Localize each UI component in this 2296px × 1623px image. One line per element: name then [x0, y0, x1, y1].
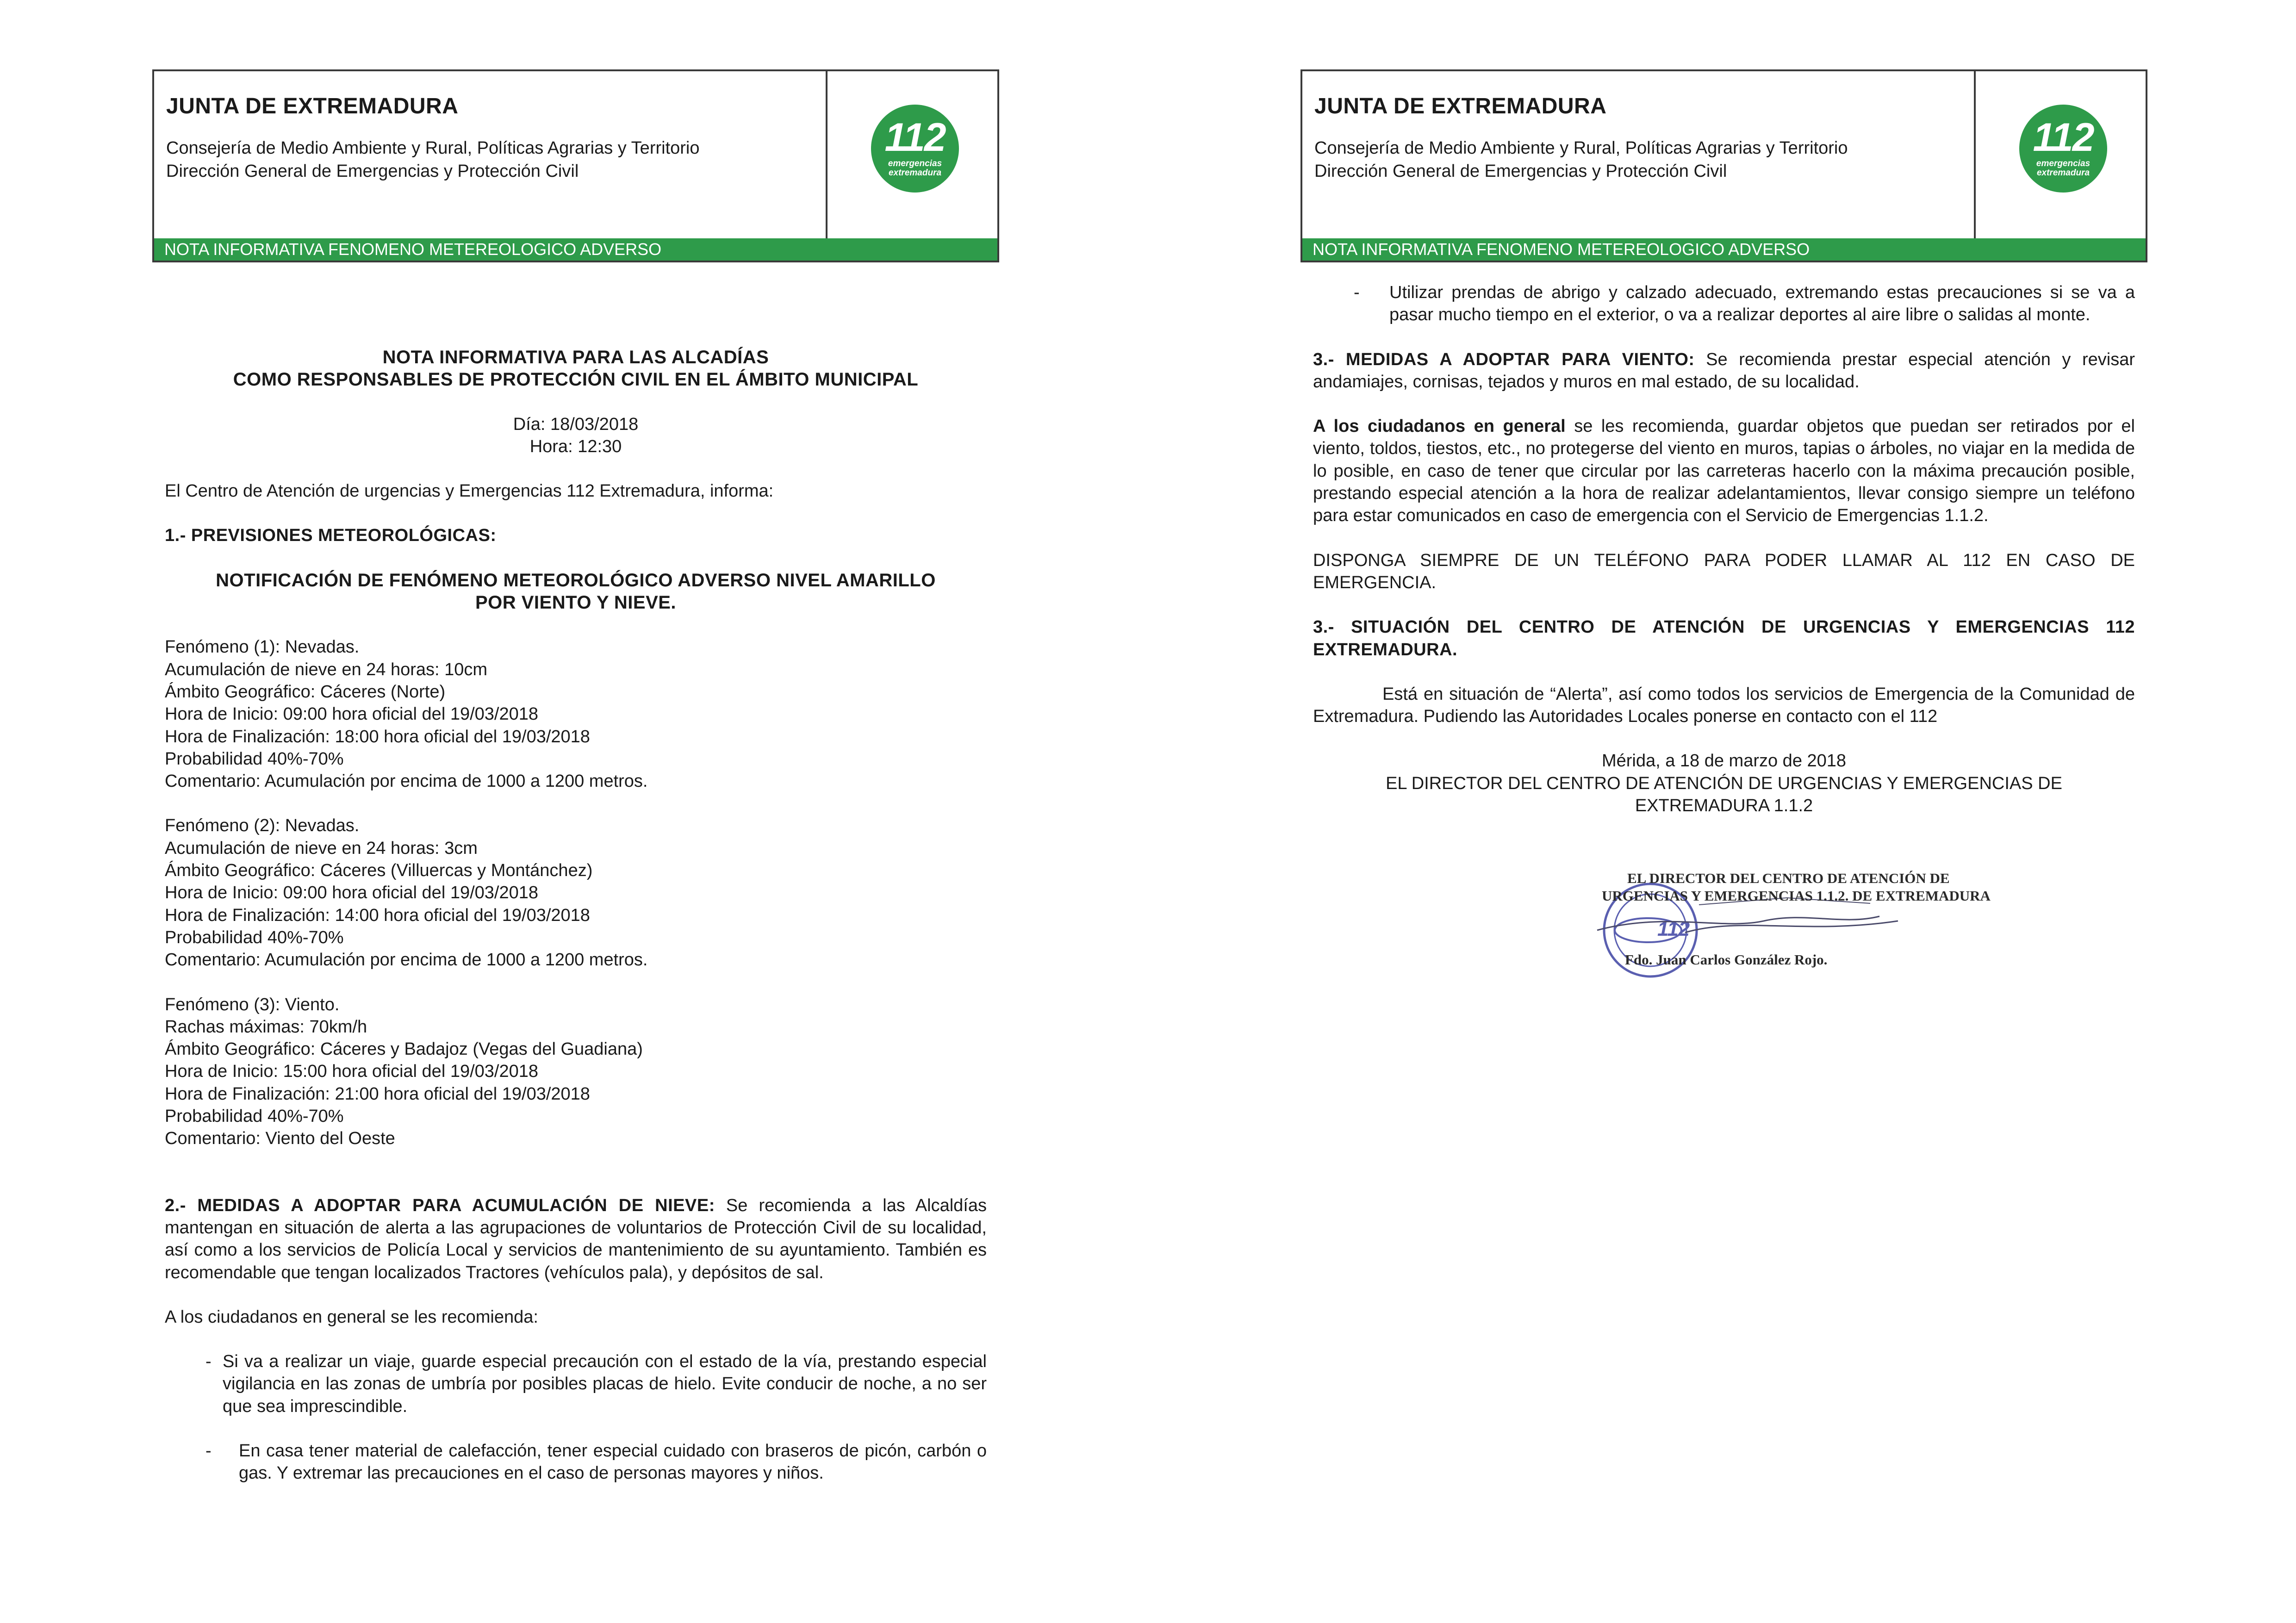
header-band: NOTA INFORMATIVA FENOMENO METEREOLOGICO ADVERSO	[1302, 238, 2146, 261]
director-line-1: EL DIRECTOR DEL CENTRO DE ATENCIÓN DE URGENCIAS Y EMERGENCIAS DE	[1386, 773, 2062, 793]
phenomenon-line: Ámbito Geográfico: Cáceres (Norte)	[165, 682, 446, 702]
section-3-heading: 3.- MEDIDAS A ADOPTAR PARA VIENTO:	[1313, 349, 1695, 369]
phenomenon-line: Hora de Finalización: 14:00 hora oficial del 19/03/2018	[165, 905, 590, 925]
bullet-dash: -	[1354, 283, 1360, 302]
right-content	[1313, 281, 2135, 817]
stamp-signatory: Fdo. Juan Carlos González Rojo.	[1625, 951, 1828, 968]
wind-body: se les recomienda, guardar objetos que puedan ser retirados por el viento, toldos, tiestos, etc., no protegerse del viento en muros, tapias o árboles, no viajar en la medida de lo posible, en caso de tener que circular por las carreteras hacerlo con la máxima precaución posible, prestando especial atención a la hora de realizar adelantamientos, llevar consigo siempre un teléfono para estar comunicados en caso de emergencia con el Servicio de Emergencias 1.1.2.	[1313, 417, 2135, 526]
emergency-112-logo	[871, 105, 959, 193]
phone-notice: DISPONGA SIEMPRE DE UN TELÉFONO PARA PODER LLAMAR AL 112 EN CASO DE EMERGENCIA.	[1313, 550, 2135, 592]
phenomenon-line: Probabilidad 40%-70%	[165, 1107, 344, 1126]
section-4-heading: 3.- SITUACIÓN DEL CENTRO DE ATENCIÓN DE URGENCIAS Y EMERGENCIAS 112 EXTREMADURA.	[1313, 617, 2135, 659]
intro-text: El Centro de Atención de urgencias y Emergencias 112 Extremadura, informa:	[165, 481, 774, 501]
wind-recommendations	[1313, 415, 2135, 527]
logo-number: 112	[884, 115, 946, 160]
left-content	[165, 346, 987, 1485]
bullet-item	[165, 1440, 987, 1485]
section-3-body: Se recomienda prestar especial atención y revisar andamiajes, cornisas, tejados y muros en mal estado, de su localidad.	[1313, 349, 2135, 392]
phenomenon-line: Probabilidad 40%-70%	[165, 927, 344, 947]
page-right	[1148, 0, 2296, 1623]
stamp-line-1: EL DIRECTOR DEL CENTRO DE ATENCIÓN DE	[1627, 870, 1950, 886]
alert-status: Está en situación de “Alerta”, así como todos los servicios de Emergencia de la Comunidad de Extremadura. Pudiendo las Autoridades Locales ponerse en contacto con el 112	[1313, 684, 2135, 727]
phenomenon-line: Ámbito Geográfico: Cáceres y Badajoz (Vegas del Guadiana)	[165, 1039, 643, 1059]
doc-date: Día: 18/03/2018	[513, 414, 639, 434]
bullet-item	[1313, 281, 2135, 326]
section-3-paragraph	[1313, 348, 2135, 393]
phenomenon-line: Fenómeno (3): Viento.	[165, 995, 340, 1014]
org-title: JUNTA DE EXTREMADURA	[1314, 94, 1607, 118]
logo-subtitle-1: emergencias	[888, 159, 942, 168]
phenomenon-line: Hora de Finalización: 21:00 hora oficial del 19/03/2018	[165, 1084, 590, 1104]
emergency-112-logo	[2019, 105, 2107, 193]
phenomenon-line: Ámbito Geográfico: Cáceres (Villuercas y Montánchez)	[165, 861, 593, 881]
phenomenon-line: Acumulación de nieve en 24 horas: 3cm	[165, 838, 478, 858]
header-text-cell	[154, 71, 828, 240]
header-text-cell	[1302, 71, 1976, 240]
logo-subtitle-2: extremadura	[2036, 168, 2090, 178]
bullet-text: Si va a realizar un viaje, guarde especial precaución con el estado de la vía, prestando especial vigilancia en las zonas de umbría por posibles placas de hielo. Evite conducir de noche, a no ser que sea imprescindible.	[223, 1352, 987, 1416]
logo-subtitle-1: emergencias	[2036, 159, 2091, 168]
header-band: NOTA INFORMATIVA FENOMENO METEREOLOGICO ADVERSO	[154, 238, 997, 261]
phenomenon-line: Comentario: Acumulación por encima de 1000 a 1200 metros.	[165, 950, 648, 970]
phenomenon-line: Fenómeno (2): Nevadas.	[165, 816, 360, 836]
phenomenon-line: Comentario: Viento del Oeste	[165, 1129, 395, 1149]
phenomenon-line: Hora de Finalización: 18:00 hora oficial del 19/03/2018	[165, 727, 590, 746]
phenomenon-line: Hora de Inicio: 15:00 hora oficial del 19/03/2018	[165, 1062, 538, 1082]
ministry-line: Consejería de Medio Ambiente y Rural, Políticas Agrarias y Territorio	[166, 138, 700, 158]
document-header	[1300, 69, 2147, 262]
logo-number: 112	[2033, 115, 2094, 160]
director-line-2: EXTREMADURA 1.1.2	[1635, 796, 1813, 816]
citizens-intro: A los ciudadanos en general se les recomienda:	[165, 1307, 538, 1327]
phenomenon-line: Comentario: Acumulación por encima de 1000 a 1200 metros.	[165, 771, 648, 791]
signature-stamp	[1546, 861, 1991, 995]
bullet-text: En casa tener material de calefacción, tener especial cuidado con braseros de picón, carbón o gas. Y extremar las precauciones en el caso de personas mayores y niños.	[239, 1441, 987, 1483]
document-header	[152, 69, 999, 262]
bullet-dash: -	[205, 1352, 212, 1372]
phenomenon-line: Probabilidad 40%-70%	[165, 749, 344, 769]
bullet-dash: -	[205, 1441, 212, 1461]
ministry-line: Consejería de Medio Ambiente y Rural, Políticas Agrarias y Territorio	[1314, 138, 1848, 158]
logo-cell	[828, 71, 997, 240]
directorate-line: Dirección General de Emergencias y Protección Civil	[1314, 162, 1727, 181]
bullet-item	[165, 1350, 987, 1418]
doc-title-line-2: COMO RESPONSABLES DE PROTECCIÓN CIVIL EN EL ÁMBITO MUNICIPAL	[233, 369, 919, 390]
section-2-heading: 2.- MEDIDAS A ADOPTAR PARA ACUMULACIÓN DE NIEVE:	[165, 1195, 715, 1215]
logo-subtitle-2: extremadura	[888, 168, 942, 178]
phenomenon-line: Fenómeno (1): Nevadas.	[165, 637, 360, 657]
directorate-line: Dirección General de Emergencias y Protección Civil	[166, 162, 579, 181]
section-2-paragraph	[165, 1194, 987, 1284]
notification-line-2: POR VIENTO Y NIEVE.	[475, 592, 677, 613]
stamp-line-2: URGENCIAS Y EMERGENCIAS 1.1.2. DE EXTREMADURA	[1602, 888, 1991, 904]
svg-text:112: 112	[1657, 918, 1690, 940]
phenomenon-line: Hora de Inicio: 09:00 hora oficial del 19/03/2018	[165, 704, 538, 724]
notification-line-1: NOTIFICACIÓN DE FENÓMENO METEOROLÓGICO ADVERSO NIVEL AMARILLO	[216, 570, 936, 591]
logo-cell	[1976, 71, 2146, 240]
bullet-text: Utilizar prendas de abrigo y calzado adecuado, extremando estas precauciones si se va a pasar mucho tiempo en el exterior, o va a realizar deportes al aire libre o salidas al monte.	[1389, 283, 2135, 325]
org-title: JUNTA DE EXTREMADURA	[166, 94, 459, 118]
doc-title-line-1: NOTA INFORMATIVA PARA LAS ALCADÍAS	[382, 347, 769, 367]
section-1-heading: 1.- PREVISIONES METEOROLÓGICAS:	[165, 526, 497, 546]
phenomenon-2	[165, 815, 987, 971]
phenomenon-line: Acumulación de nieve en 24 horas: 10cm	[165, 659, 488, 679]
phenomenon-line: Rachas máximas: 70km/h	[165, 1017, 367, 1037]
doc-time: Hora: 12:30	[529, 436, 622, 456]
phenomenon-3	[165, 994, 987, 1150]
place-date: Mérida, a 18 de marzo de 2018	[1601, 751, 1847, 771]
phenomenon-line: Hora de Inicio: 09:00 hora oficial del 19/03/2018	[165, 883, 538, 903]
section-2-body: Se recomienda a las Alcaldías mantengan en situación de alerta a las agrupaciones de voluntarios de Protección Civil de su localidad, así como a los servicios de Policía Local y servicios de mantenimiento de su ayuntamiento. También es recomendable que tengan localizados Tractores (vehículos pala), y depósitos de sal.	[165, 1195, 987, 1282]
phenomenon-1	[165, 636, 987, 792]
wind-heading: A los ciudadanos en general	[1313, 417, 1566, 436]
